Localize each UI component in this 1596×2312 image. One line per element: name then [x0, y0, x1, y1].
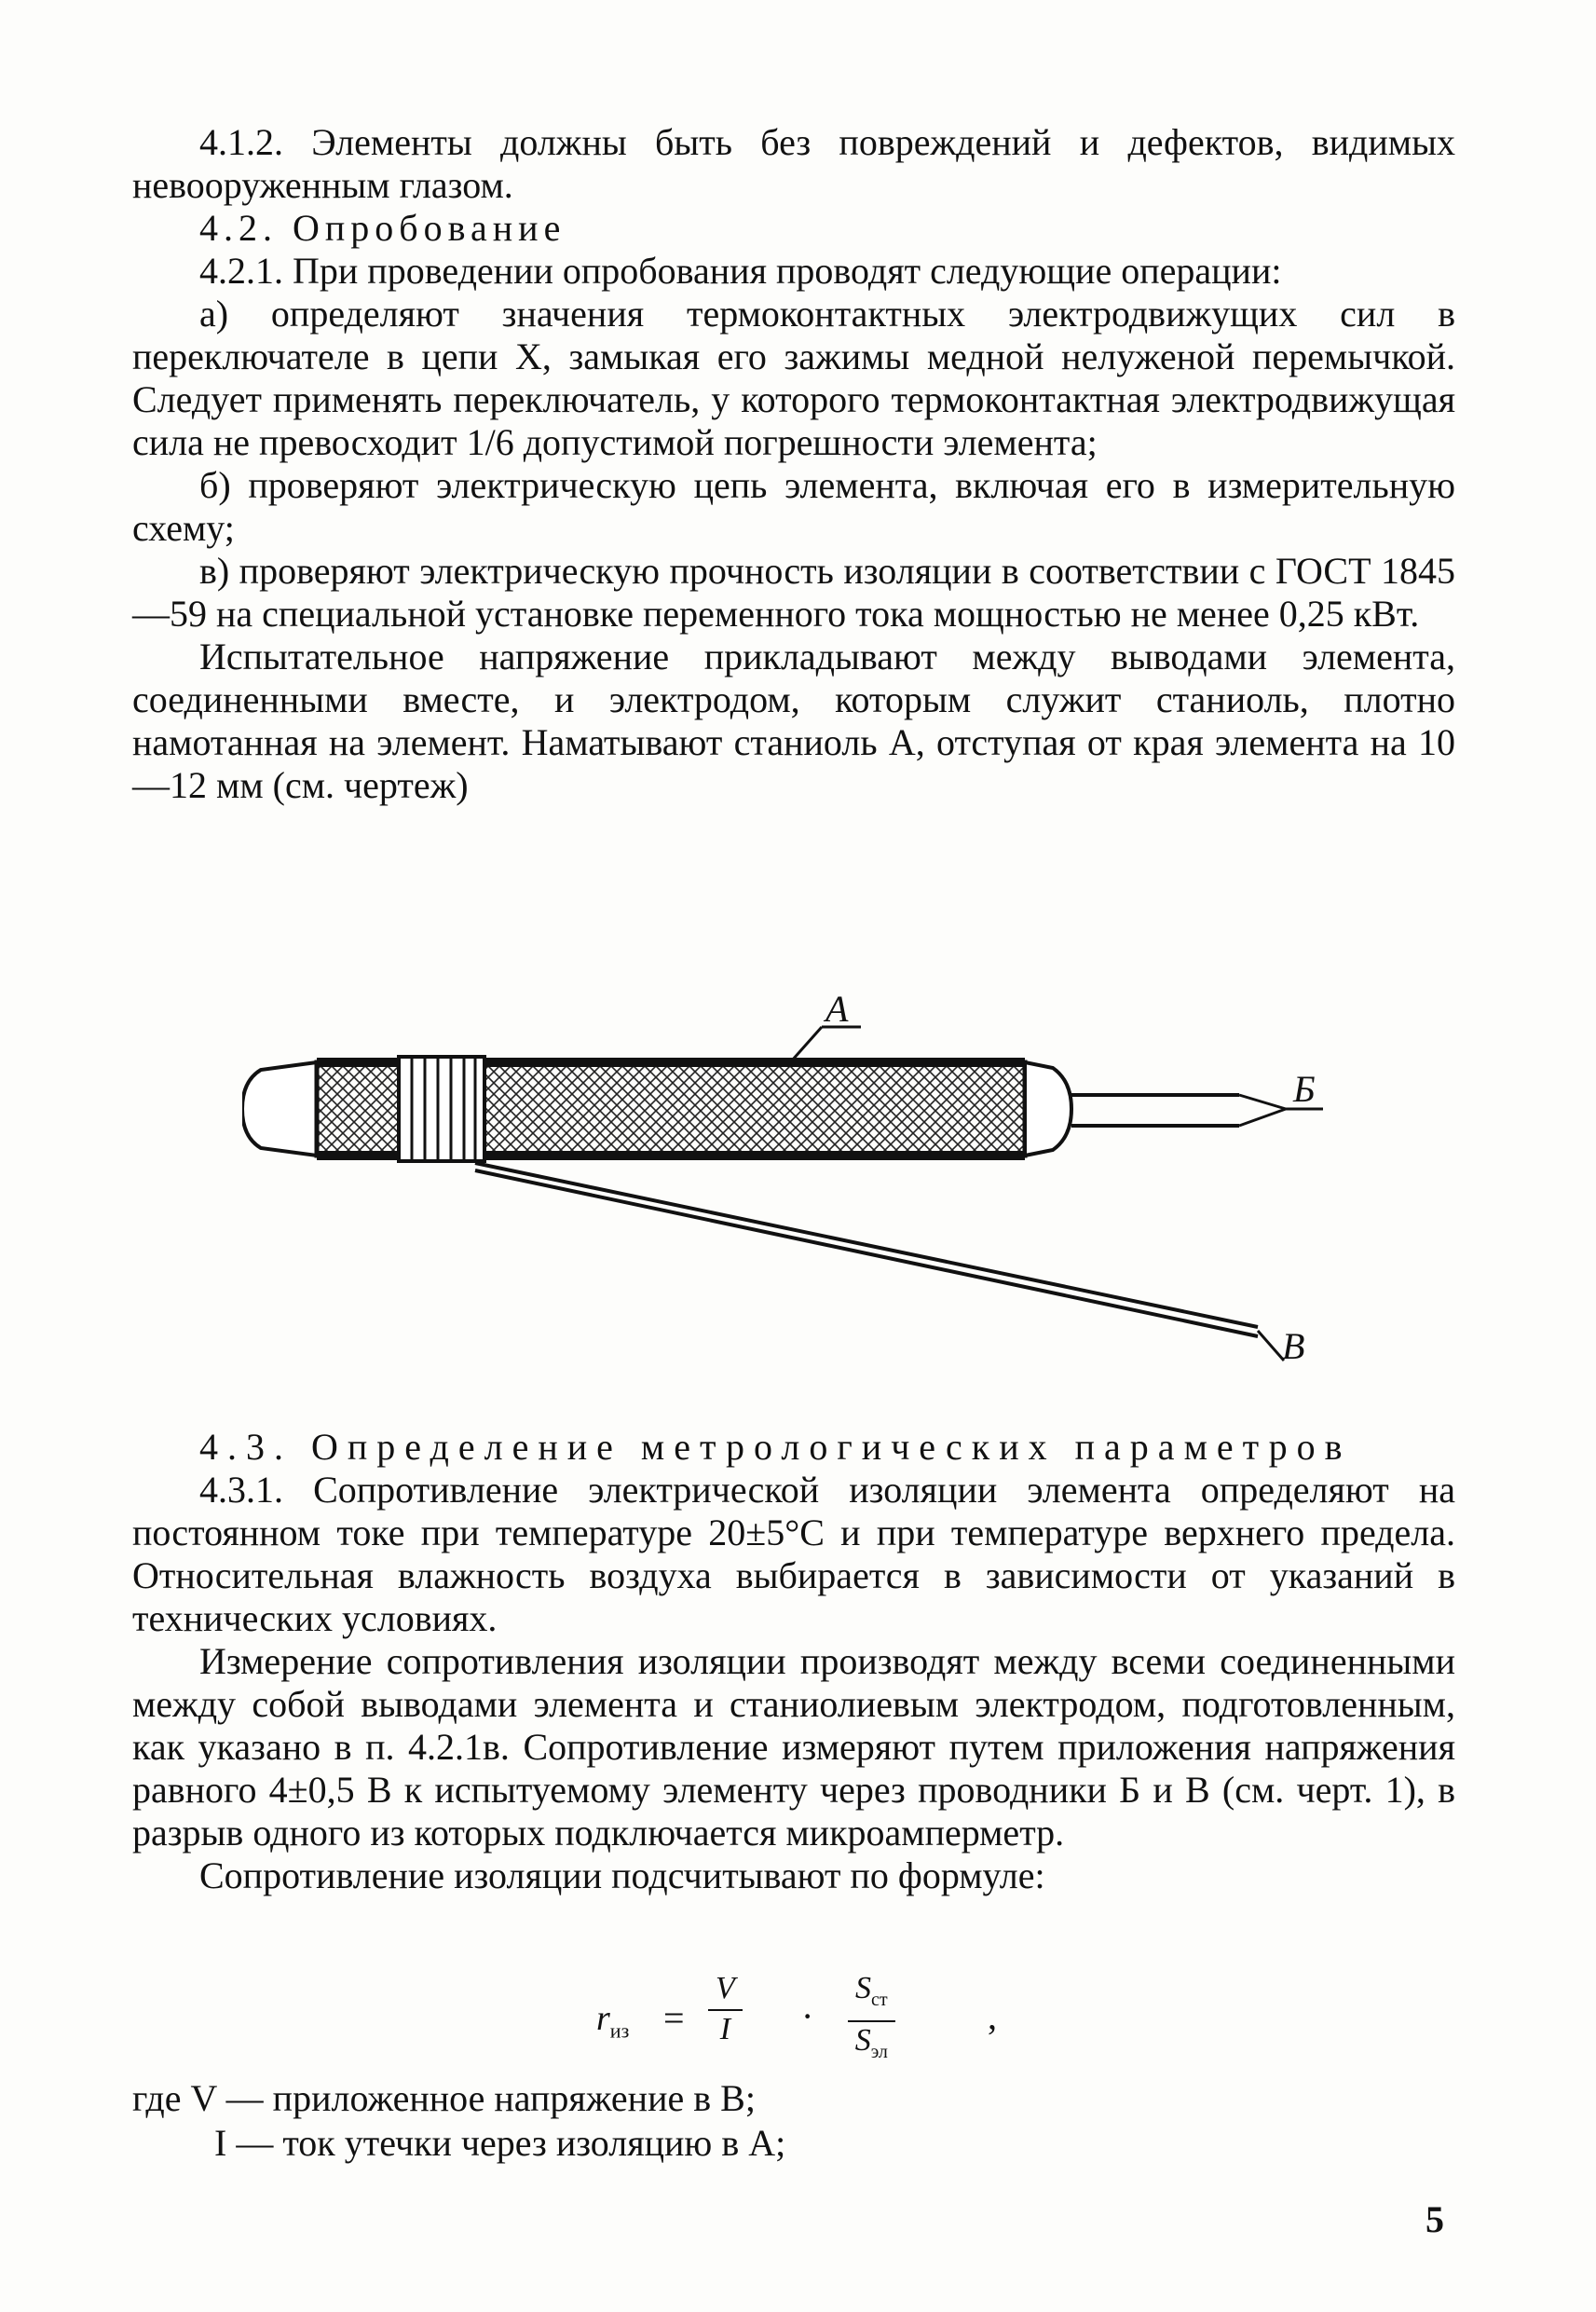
section-4-3-1: 4.3.1. Сопротивление электрической изоляции элемента определяют на постоянном токе при температуре 20±5°С и при температуре верхнего предела. Относительная влажность воздуха выбирается в зависимости от указаний в технических условиях.	[132, 1469, 1455, 1639]
measurement-paragraph: Измерение сопротивления изоляции производят между всеми соединенными между собой выводами элемента и станиолиевым электродом, подготовленным, как указано в п. 4.2.1в. Сопротивление измеряют путем приложения напряжения равного 4±0,5 В к испытуемому элементу через проводники Б и В (см. черт. 1), в разрыв одного из которых подключается микроамперметр.	[132, 1640, 1455, 1854]
definition-v: где V — приложенное напряжение в В;	[132, 2077, 756, 2119]
list-item-a: а) определяют значения термоконтактных электродвижущих сил в переключателе в цепи X, замыкая его зажимы медной нелуженой перемычкой. Следует применять переключатель, у которого термоконтактная электродвижущая сила не превосходит 1/6 допустимой погрешности элемента;	[132, 293, 1455, 463]
formula-intro: Сопротивление изоляции подсчитывают по формуле:	[199, 1854, 1045, 1896]
lead-v-1	[475, 1163, 1258, 1327]
formula-dot: ·	[801, 1995, 814, 2037]
label-v: В	[1282, 1325, 1305, 1367]
winding-band	[399, 1057, 484, 1161]
page-number: 5	[1425, 2198, 1444, 2240]
label-a: А	[825, 988, 849, 1030]
resistance-formula	[578, 1966, 1044, 2069]
section-4-2-1: 4.2.1. При проведении опробования проводят следующие операции:	[199, 250, 1282, 292]
heading-4-3: 4.3. Определение метрологических параметров	[199, 1426, 1352, 1468]
leader-v	[1258, 1331, 1284, 1361]
formula-comma: ,	[988, 1995, 997, 2037]
right-end-cap	[1025, 1062, 1071, 1156]
definition-i: I — ток утечки через изоляцию в А;	[214, 2122, 786, 2164]
text-block-top	[132, 121, 1455, 807]
variable-definitions	[132, 2076, 1437, 2166]
heading-4-2: 4.2. Опробование	[199, 207, 566, 249]
element-drawing-svg	[242, 988, 1379, 1398]
test-voltage-paragraph: Испытательное напряжение прикладывают между выводами элемента, соединенными вместе, и электродом, которым служит станиоль, плотно намотанная на элемент. Наматывают станиоль А, отступая от края элемента на 10—12 мм (см. чертеж)	[132, 636, 1455, 806]
list-item-b: б) проверяют электрическую цепь элемента, включая его в измерительную схему;	[132, 464, 1455, 549]
label-b: Б	[1293, 1068, 1316, 1110]
leader-b-1	[1239, 1095, 1286, 1109]
list-item-v: в) проверяют электрическую прочность изоляции в соответствии с ГОСТ 1845—59 на специальной установке переменного тока мощностью не менее 0,25 кВт.	[132, 550, 1455, 635]
formula-lhs: $r_{из}$	[596, 1999, 630, 2043]
text-block-bottom	[132, 1426, 1455, 1897]
formula-equals: =	[663, 1997, 685, 2039]
leader-b-2	[1239, 1109, 1286, 1126]
fraction-s-ratio: $S_{ст}$ $S_{эл}$	[848, 1970, 895, 2071]
leader-a	[792, 1027, 822, 1060]
left-end-cap	[242, 1062, 317, 1156]
section-4-1-2: 4.1.2. Элементы должны быть без повреждений и дефектов, видимых невооруженным глазом.	[132, 121, 1455, 206]
element-drawing	[242, 988, 1379, 1398]
fraction-v-over-i: $\frac{V}{I}$	[708, 1970, 743, 2048]
lead-v-2	[475, 1170, 1258, 1336]
